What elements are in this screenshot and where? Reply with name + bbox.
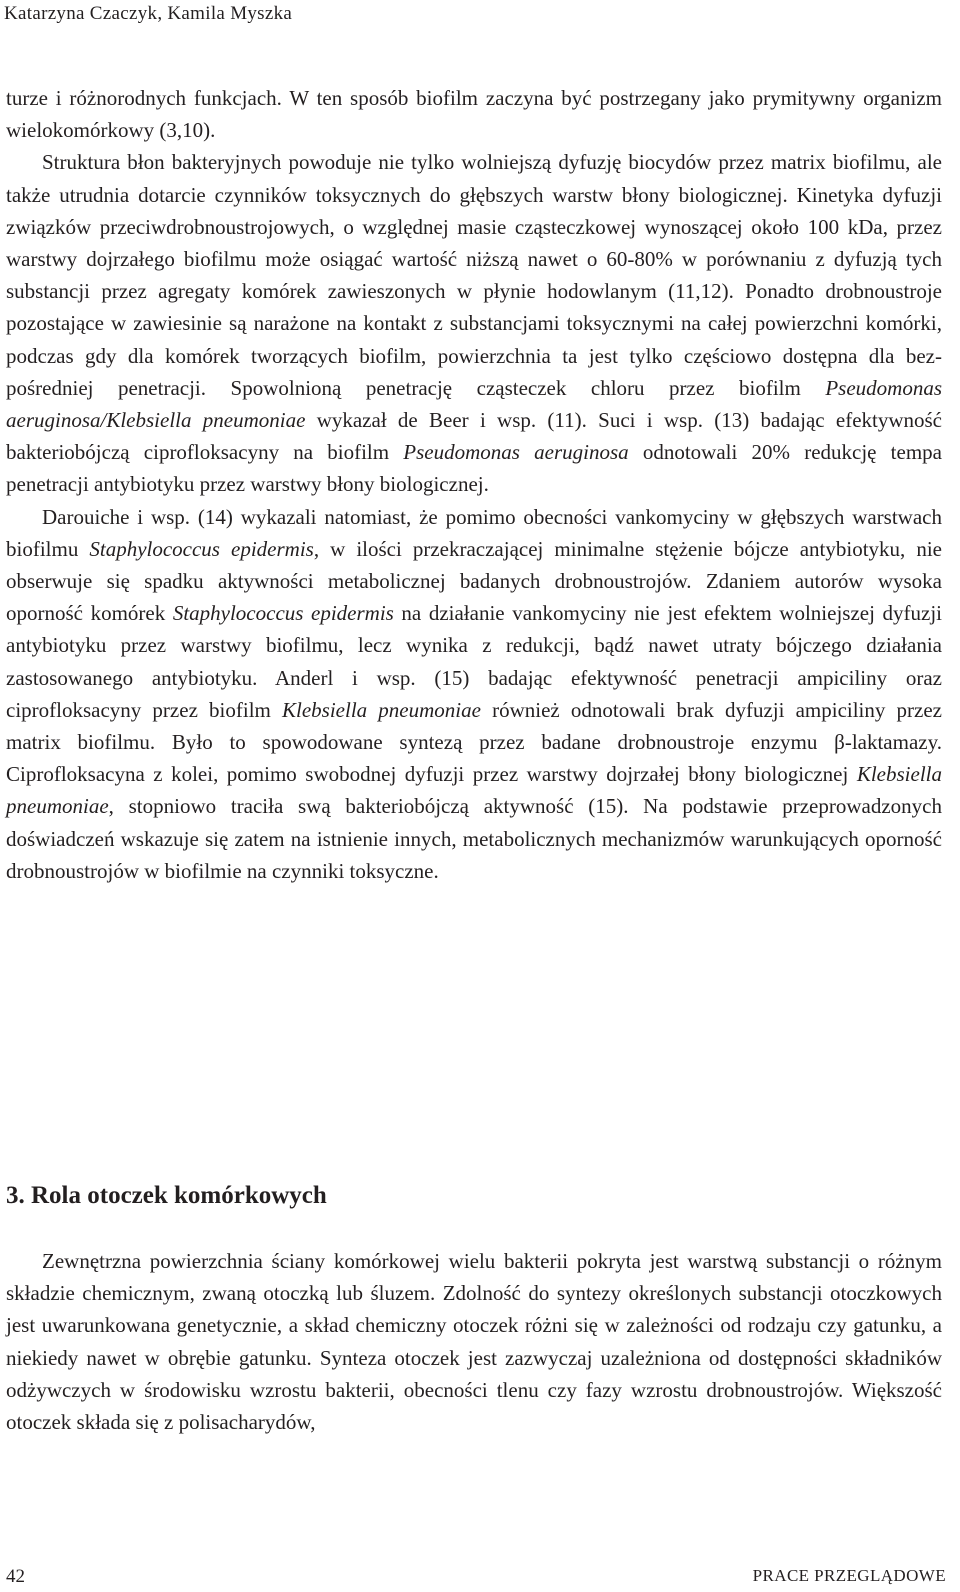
species-name: Staphylococcus epidermis xyxy=(172,601,394,626)
species-name: Klebsiella pneumoniae xyxy=(6,762,942,819)
text-run: odnotowali 20% redukcję tempa penetracji antybiotyku przez warstwy błony biologicznej. xyxy=(6,440,942,497)
section-body xyxy=(6,1245,942,1438)
section-heading: 3. Rola otoczek komórkowych xyxy=(6,1182,327,1209)
text-run: , stopniowo traciła swą bakteriobójczą aktywność (15). Na podstawie przeprowadzonych doświadczeń wskazuje się zatem na istnienie innych, metabolicznych mechanizmów warunkujących oporność drobnoustrojów w biofilmie na czynniki toksyczne. xyxy=(6,794,942,883)
species-name: Staphylococcus epidermis xyxy=(89,536,314,561)
text-run: na działanie vankomyciny nie jest efektem wolniejszej dyfuzji antybiotyku przez warstwy biofilmu, lecz wynika z redukcji, bądź nawet utraty bójczego działania zastosowanego antybiotyku. Anderl i wsp. (15) badając efektywność penetracji ampiciliny oraz ciprofloksacyny przez biofilm xyxy=(6,601,942,722)
text-run: wykazał de Beer i wsp. (11). Suci i wsp. (13) badając efektywność bakteriobójczą ciprofloksacyny na biofilm xyxy=(6,408,943,465)
article-body xyxy=(6,82,942,887)
text-run: , w ilości przekraczającej minimalne stężenie bójcze antybiotyku, nie obserwuje się spadku aktywności metabolicznej badanych drobnoustrojów. Zdaniem autorów wysoka oporność komórek xyxy=(6,536,942,626)
journal-name: PRACE PRZEGLĄDOWE xyxy=(752,1566,946,1585)
body-paragraph xyxy=(6,501,942,887)
section-paragraph: Zewnętrzna powierzchnia ściany komórkowej wielu bakterii pokryta jest warstwą substancji o różnym składzie chemicznym, zwaną otoczką lub śluzem. Zdolność do syntezy określonych substancji otoczkowych jest uwarunkowana genetycznie, a skład chemiczny otoczek różni się w zależności od rodzaju czy gatunku, a niekiedy nawet w obrębie gatunku. Synteza otoczek jest zazwyczaj uzależniona od dostępności składników odżywczych w środowisku wzrostu bakterii, obecności tlenu czy fazy wzrostu drobnoustrojów. Większość otoczek składa się z polisacharydów, xyxy=(6,1249,942,1435)
species-name: Pseudomonas aeruginosa/Klebsiella pneumoniae xyxy=(6,375,942,433)
body-paragraph xyxy=(6,82,942,146)
species-name: Pseudomonas aeruginosa xyxy=(403,440,629,465)
species-name: Klebsiella pneumoniae xyxy=(282,697,481,722)
text-run: również odnotowali brak dyfuzji ampiciliny przez matrix biofilmu. Było to spowodowane syntezą przez badane drobnoustroje enzymu β-laktamazy. Ciprofloksacyna z kolei, pomimo swobodnej dyfuzji przez warstwy dojrzałej błony biologicznej xyxy=(6,697,942,787)
text-run: Struktura błon bakteryjnych powoduje nie tylko wolniejszą dyfuzję biocydów przez matrix biofilmu, ale także utrudnia dotarcie czynników toksycznych do głębszych warstw błony biologicznej. Kinetyka dyfuzji związków przeciwdrobnoustrojowych, o względnej masie cząsteczkowej wynoszącej około 100 kDa, przez warstwy dojrzałego biofilmu może osiągać wartość niższą nawet o 60-80% w porównaniu z dyfuzją tych substancji przez agregaty komórek zawieszonych w płynie hodowlanym (11,12). Ponadto drobnoustroje pozostające w zawiesinie są narażone na kontakt z substancjami toksycznymi na całej powierzchni komórki, podczas gdy dla komórek tworzących biofilm, powierzchnia ta jest tylko częściowo dostępna dla bezpośredniej penetracji. Spowolnioną penetrację cząsteczek chloru przez biofilm xyxy=(6,150,942,400)
text-run: turze i różnorodnych funkcjach. W ten sposób biofilm zaczyna być postrzegany jako prymitywny organizm wielokomórkowy (3,10). xyxy=(6,86,942,143)
body-paragraph xyxy=(6,146,942,500)
page-number: 42 xyxy=(6,1566,25,1587)
running-head-authors: Katarzyna Czaczyk, Kamila Myszka xyxy=(4,3,293,24)
text-run: Darouiche i wsp. (14) wykazali natomiast, że pomimo obecności vankomyciny w głębszych warstwach biofilmu xyxy=(6,504,942,561)
